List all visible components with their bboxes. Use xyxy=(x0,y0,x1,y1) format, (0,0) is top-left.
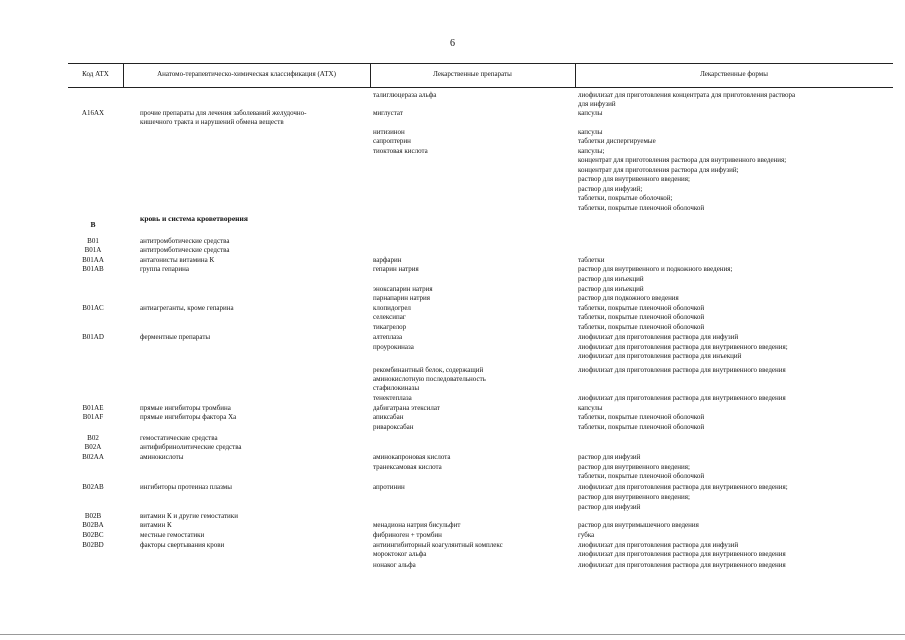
row-form: лиофилизат для приготовления раствора для внутривенного введения xyxy=(578,550,786,558)
row-form: таблетки, покрытые пленочной оболочкой xyxy=(578,413,705,421)
row-code: B02AA xyxy=(82,453,104,461)
row-form: таблетки, покрытые оболочкой; xyxy=(578,194,673,202)
row-form: раствор для внутривенного введения; xyxy=(578,175,690,183)
row-form: концентрат для приготовления раствора для инфузий; xyxy=(578,166,739,174)
table-row xyxy=(0,313,905,323)
row-drug: дабигатрана этексилат xyxy=(373,404,440,412)
row-form: таблетки xyxy=(578,256,605,264)
row-code: B02 xyxy=(87,434,99,442)
table-row xyxy=(0,483,905,493)
row-code: B02BD xyxy=(82,541,104,549)
table-row xyxy=(0,294,905,304)
table-row xyxy=(0,220,905,230)
row-drug: аминокислотную последовательность xyxy=(373,375,486,383)
row-classification: факторы свертывания крови xyxy=(140,541,225,549)
table-row xyxy=(0,275,905,285)
row-classification: кровь и система кроветворения xyxy=(140,214,248,223)
table-row xyxy=(0,204,905,214)
row-form: раствор для инфузий xyxy=(578,453,641,461)
table-row xyxy=(0,423,905,433)
row-drug: гепарин натрия xyxy=(373,265,419,273)
row-drug: проурокиназа xyxy=(373,343,414,351)
row-drug: ривароксабан xyxy=(373,423,414,431)
row-drug: апротинин xyxy=(373,483,405,491)
table-row xyxy=(0,323,905,333)
table-row xyxy=(0,137,905,147)
row-drug: транексамовая кислота xyxy=(373,463,442,471)
row-drug: тикагрелор xyxy=(373,323,407,331)
row-form: лиофилизат для приготовления концентрата для приготовления раствора xyxy=(578,91,796,99)
row-form: раствор для инфузий; xyxy=(578,185,643,193)
table-row xyxy=(0,265,905,275)
table-row xyxy=(0,521,905,531)
row-code: B xyxy=(90,220,96,229)
row-form: раствор для инфузий xyxy=(578,503,641,511)
row-code: B01AA xyxy=(82,256,104,264)
header-classification: Анатомо-терапевтическо-химическая классификация (АТХ) xyxy=(157,70,336,78)
row-classification: антифибринолитические средства xyxy=(140,443,242,451)
row-code: B02B xyxy=(84,512,102,520)
row-drug: парнапарин натрия xyxy=(373,294,430,302)
row-form: лиофилизат для приготовления раствора для внутривенного введения; xyxy=(578,483,788,491)
row-drug: апиксабан xyxy=(373,413,404,421)
row-form: концентрат для приготовления раствора для внутривенного введения; xyxy=(578,156,787,164)
table-row xyxy=(0,561,905,571)
row-classification: ингибиторы протеиназ плазмы xyxy=(140,483,232,491)
header-drugs: Лекарственные препараты xyxy=(433,70,512,78)
row-code: B02BA xyxy=(82,521,104,529)
row-form: таблетки, покрытые пленочной оболочкой xyxy=(578,304,705,312)
row-classification: антиагреганты, кроме гепарина xyxy=(140,304,234,312)
row-drug: тенектеплаза xyxy=(373,394,412,402)
row-form: таблетки, покрытые пленочной оболочкой xyxy=(578,313,705,321)
row-classification: гемостатические средства xyxy=(140,434,218,442)
row-classification: аминокислоты xyxy=(140,453,184,461)
row-form: таблетки диспергируемые xyxy=(578,137,656,145)
row-form: таблетки, покрытые пленочной оболочкой xyxy=(578,423,705,431)
table-row xyxy=(0,175,905,185)
row-drug: аминокапроновая кислота xyxy=(373,453,451,461)
row-drug: миглустат xyxy=(373,109,403,117)
row-form: раствор для внутримышечного введения xyxy=(578,521,699,529)
row-code: B01A xyxy=(84,246,102,254)
row-form: капсулы; xyxy=(578,147,605,155)
header-forms: Лекарственные формы xyxy=(700,70,768,78)
row-form: раствор для инъекций xyxy=(578,285,644,293)
row-drug: тиоктовая кислота xyxy=(373,147,428,155)
row-drug: селексипаг xyxy=(373,313,406,321)
table-header-bottom-border xyxy=(68,87,893,88)
row-drug: мороктоког альфа xyxy=(373,550,427,558)
row-code: A16AX xyxy=(81,109,105,117)
row-classification: ферментные препараты xyxy=(140,333,211,341)
row-classification: прямые ингибиторы фактора Xa xyxy=(140,413,237,421)
row-classification: местные гемостатики xyxy=(140,531,205,539)
table-row xyxy=(0,493,905,503)
row-code: B01AF xyxy=(82,413,104,421)
row-form: таблетки, покрытые пленочной оболочкой xyxy=(578,472,705,480)
row-drug: нонаког альфа xyxy=(373,561,416,569)
row-drug: алтеплаза xyxy=(373,333,403,341)
row-drug: фибриноген + тромбин xyxy=(373,531,442,539)
row-drug: сапроптерин xyxy=(373,137,411,145)
row-form: раствор для инъекций xyxy=(578,275,644,283)
table-row xyxy=(0,156,905,166)
table-row xyxy=(0,333,905,343)
row-drug: менадиона натрия бисульфит xyxy=(373,521,461,529)
row-classification: антагонисты витамина К xyxy=(140,256,215,264)
row-code: B02BC xyxy=(82,531,104,539)
row-form: лиофилизат для приготовления раствора для внутривенного введения xyxy=(578,561,786,569)
page-number: 6 xyxy=(450,38,455,49)
row-drug: талиглюцераза альфа xyxy=(373,91,437,99)
row-form: капсулы xyxy=(578,404,603,412)
table-row xyxy=(0,550,905,560)
page-bottom-edge xyxy=(0,634,905,635)
table-row xyxy=(0,413,905,423)
row-drug: эноксапарин натрия xyxy=(373,285,433,293)
table-row xyxy=(0,246,905,256)
row-form: лиофилизат для приготовления раствора для внутривенного введения; xyxy=(578,343,788,351)
row-form: раствор для внутривенного введения; xyxy=(578,463,690,471)
row-code: B01AB xyxy=(82,265,104,273)
row-form: таблетки, покрытые пленочной оболочкой xyxy=(578,204,705,212)
row-form: лиофилизат для приготовления раствора для инъекций xyxy=(578,352,742,360)
row-form: раствор для внутривенного введения; xyxy=(578,493,690,501)
row-form: капсулы xyxy=(578,109,603,117)
row-classification: прямые ингибиторы тромбина xyxy=(140,404,231,412)
row-drug: клопидогрел xyxy=(373,304,411,312)
row-form: для инфузий xyxy=(578,100,616,108)
row-form: раствор для внутривенного и подкожного введения; xyxy=(578,265,733,273)
row-classification: витамин К xyxy=(140,521,172,529)
row-form: раствор для подкожного введения xyxy=(578,294,679,302)
row-classification: кишечного тракта и нарушений обмена веществ xyxy=(140,118,284,126)
row-form: лиофилизат для приготовления раствора для инфузий xyxy=(578,333,739,341)
row-form: губка xyxy=(578,531,595,539)
row-form: лиофилизат для приготовления раствора для внутривенного введения xyxy=(578,366,786,374)
row-code: B01 xyxy=(87,237,99,245)
header-code: Код АТХ xyxy=(82,70,109,78)
row-classification: группа гепарина xyxy=(140,265,189,273)
table-row xyxy=(0,531,905,541)
row-code: B02A xyxy=(84,443,102,451)
table-header-top-border xyxy=(68,63,893,64)
row-classification: антитромботические средства xyxy=(140,246,230,254)
table-row xyxy=(0,394,905,404)
row-classification: антитромботические средства xyxy=(140,237,230,245)
row-code: B02AB xyxy=(82,483,104,491)
table-row xyxy=(0,472,905,482)
row-classification: прочие препараты для лечения заболеваний желудочно- xyxy=(140,109,307,117)
row-code: B01AD xyxy=(82,333,104,341)
row-form: капсулы xyxy=(578,128,603,136)
table-row xyxy=(0,352,905,362)
row-form: лиофилизат для приготовления раствора для внутривенного введения xyxy=(578,394,786,402)
row-classification: витамин К и другие гемостатики xyxy=(140,512,238,520)
table-row xyxy=(0,443,905,453)
row-drug: антиингибиторный коагулянтный комплекс xyxy=(373,541,503,549)
table-row xyxy=(0,194,905,204)
table-row xyxy=(0,453,905,463)
row-form: таблетки, покрытые пленочной оболочкой xyxy=(578,323,705,331)
row-drug: стафилокиназы xyxy=(373,384,420,392)
table-row xyxy=(0,118,905,128)
row-drug: нитизинон xyxy=(373,128,405,136)
row-code: B01AE xyxy=(82,404,104,412)
row-form: лиофилизат для приготовления раствора для инфузий xyxy=(578,541,739,549)
row-drug: рекомбинантный белок, содержащий xyxy=(373,366,484,374)
row-drug: варфарин xyxy=(373,256,402,264)
row-code: B01AC xyxy=(82,304,104,312)
table-row xyxy=(0,384,905,394)
